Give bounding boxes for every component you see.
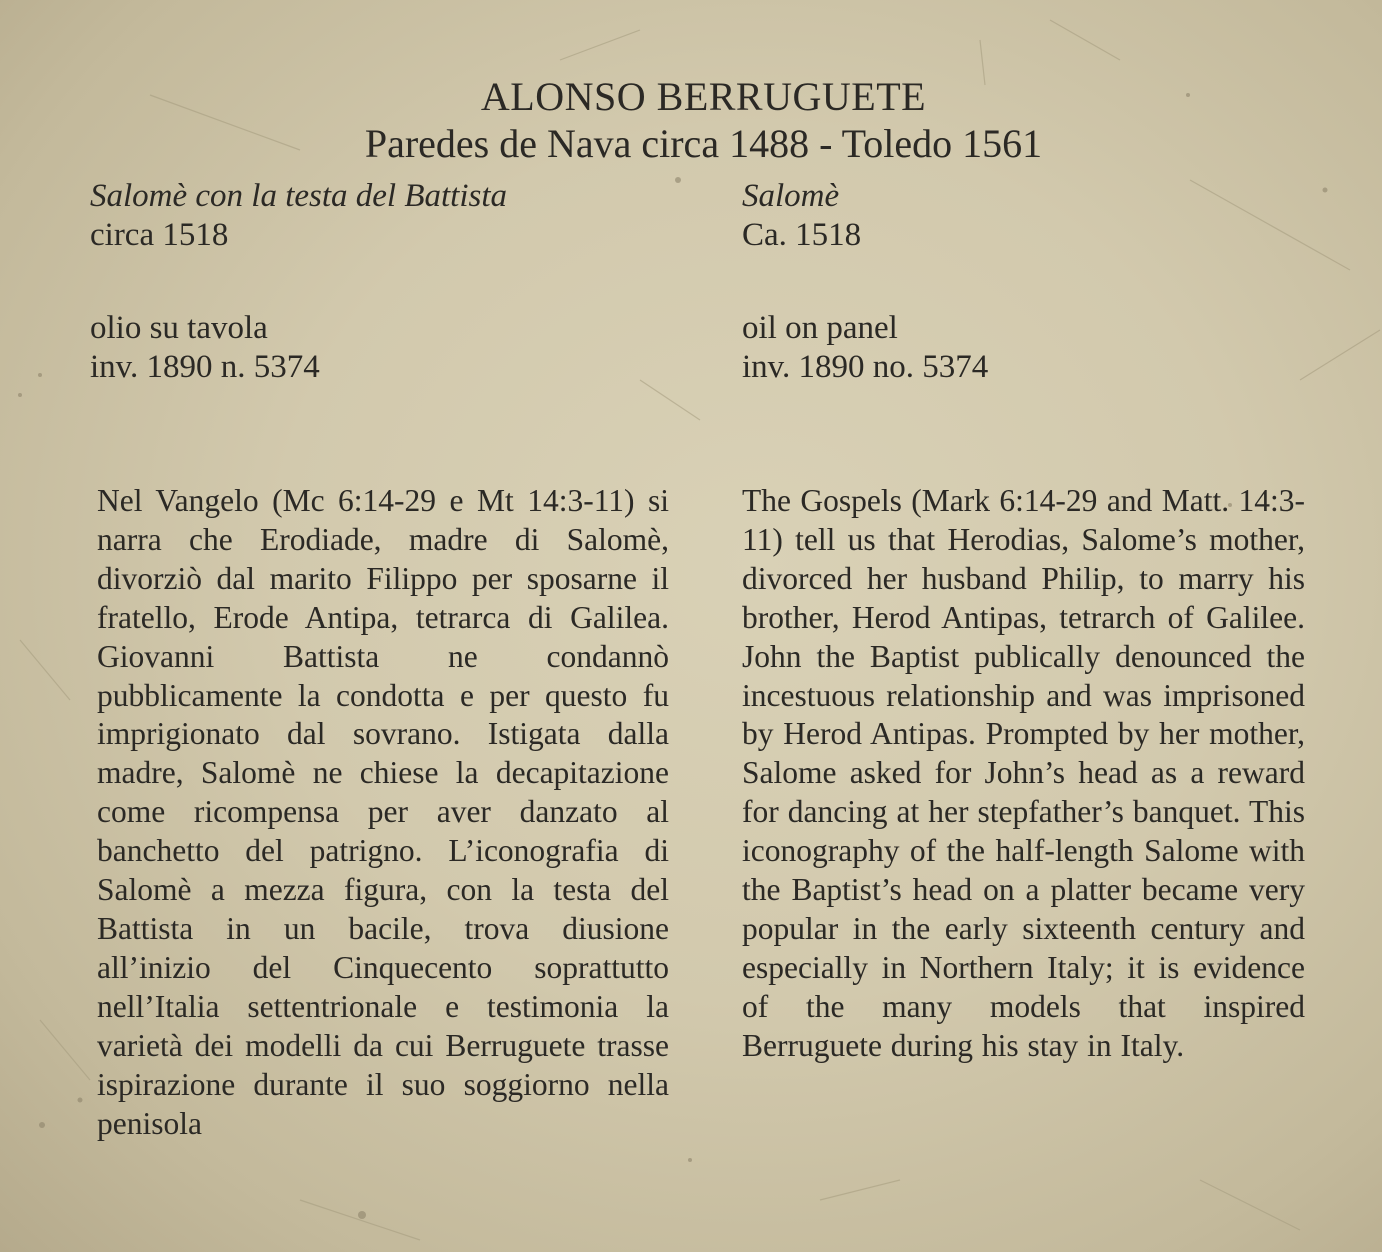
italian-artwork-title: Salomè con la testa del Battista xyxy=(90,178,508,214)
english-inventory: inv. 1890 no. 5374 xyxy=(742,349,989,385)
english-metadata xyxy=(742,177,1307,387)
artist-name: ALONSO BERRUGUETE xyxy=(480,74,927,119)
artist-life-dates: Paredes de Nava circa 1488 - Toledo 1561 xyxy=(364,121,1043,166)
english-medium: oil on panel xyxy=(742,310,898,346)
english-artwork-title: Salomè xyxy=(742,178,840,214)
english-description: The Gospels (Mark 6:14-29 and Matt. 14:3-11) tell us that Herodias, Salome’s mother, divorced her husband Philip, to marry his brother, Herod Antipas, tetrarch of Galilee. John the Baptist publically denounced the incestuous relationship and was imprisoned by Herod Antipas. Prompted by her mother, Salome asked for John’s head as a reward for dancing at her stepfather’s banquet. This iconography of the half-length Salome with the Baptist’s head on a platter became very popular in the early sixteenth century and especially in Northern Italy; it is evidence of the many models that inspired Berruguete during his stay in Italy. xyxy=(742,483,1305,1063)
italian-date: circa 1518 xyxy=(90,217,229,253)
italian-medium: olio su tavola xyxy=(90,310,268,346)
italian-metadata xyxy=(90,177,670,387)
label-header xyxy=(0,74,1382,168)
italian-description: Nel Vangelo (Mc 6:14-29 e Mt 14:3-11) si narra che Erodiade, madre di Salomè, divorziò dal marito Filippo per sposarne il fratello, Erode Antipa, tetrarca di Galilea. Giovanni Battista ne condannò pubblicamente la condotta e per questo fu imprigionato dal sovrano. Istigata dalla madre, Salomè ne chiese la decapitazione come ricompensa per aver danzato al banchetto del patrigno. L’iconografia di Salomè a mezza figura, con la testa del Battista in un bacile, trova diusione all’inizio del Cinquecento soprattutto nell’Italia settentrionale e testimonia la varietà dei modelli da cui Berruguete trasse ispirazione durante il suo soggiorno nella penisola xyxy=(97,483,669,1141)
italian-inventory: inv. 1890 n. 5374 xyxy=(90,349,320,385)
english-date: Ca. 1518 xyxy=(742,217,862,253)
